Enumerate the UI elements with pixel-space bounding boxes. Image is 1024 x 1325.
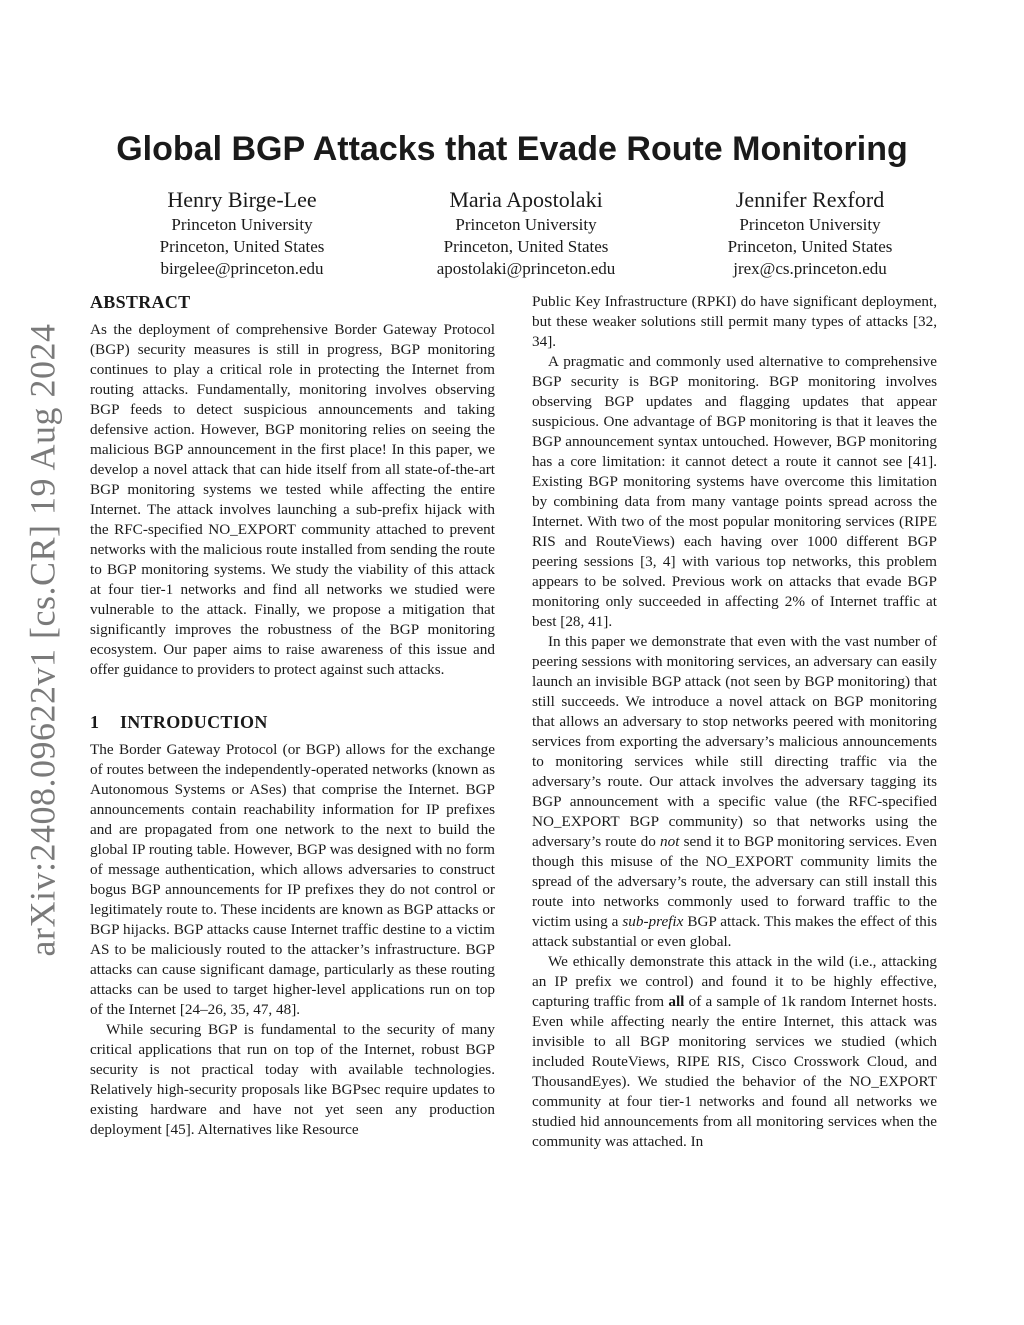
paragraph-text: In this paper we demonstrate that even with the vast number of peering sessions with monitoring services, an adversary can easily launch an invisible BGP attack (not seen by BGP monitoring) that still succeeds. We introduce a novel attack on BGP monitoring that allows an adversary to stop networks peered with monitoring services from exporting the adversary’s malicious announcements to monitoring services while still directing traffic via the adversary’s route. Our attack involves the adversary tagging its BGP announcement with a specific value (the RFC-specified NO_EXPORT BGP community) so that networks using the adversary’s route do — [532, 633, 937, 850]
intro-paragraph-4 — [532, 632, 937, 952]
abstract-heading: ABSTRACT — [90, 292, 191, 312]
author-2 — [396, 186, 656, 280]
arxiv-identifier: arXiv:2408.09622v1 [cs.CR] 19 Aug 2024 — [22, 323, 62, 957]
paragraph-text: BGP attack. This makes the effect of this attack substantial or even global. — [532, 913, 938, 950]
intro-paragraph-2-continued: Public Key Infrastructure (RPKI) do have significant deployment, but these weaker solutions still permit many types of attacks [32, 34]. — [532, 293, 937, 350]
author-location: Princeton, United States — [727, 237, 893, 256]
author-location: Princeton, United States — [159, 237, 325, 256]
author-email: jrex@cs.princeton.edu — [733, 259, 887, 278]
intro-paragraph-3: A pragmatic and commonly used alternative to comprehensive BGP security is BGP monitoring. BGP monitoring involves observing BGP updates and flagging updates that appear suspicious. One advantage of BGP monitoring is that it leaves the BGP announcement syntax untouched. However, BGP monitoring has a core limitation: it cannot detect a route it cannot see [41]. Existing BGP monitoring systems have overcome this limitation by combining data from many vantage points spread across the Internet. With two of the most popular monitoring services (RIPE RIS and RouteViews) each having over 1000 different BGP peering sessions [3, 4] with various top networks, this problem appears to be solved. Previous work on attacks that evade BGP monitoring only succeeded in affecting 2% of Internet traffic at best [28, 41]. — [532, 353, 937, 630]
author-block — [112, 186, 940, 280]
author-name: Maria Apostolaki — [449, 187, 603, 212]
author-1 — [112, 186, 372, 280]
intro-paragraph-5 — [532, 952, 937, 1152]
section-title: INTRODUCTION — [120, 712, 268, 732]
bold-all: all — [668, 993, 685, 1010]
author-affiliation: Princeton University — [171, 215, 313, 234]
section-heading-introduction — [90, 712, 495, 732]
left-column — [90, 292, 495, 1140]
emphasis-not: not — [660, 833, 680, 850]
paragraph-text: send it to BGP monitoring services. Even though this misuse of the NO_EXPORT community limits the spread of the adversary’s route, the adversary can still install this route into networks commonly used to forward traffic to the victim using a — [532, 833, 937, 930]
author-location: Princeton, United States — [443, 237, 609, 256]
author-name: Jennifer Rexford — [735, 187, 885, 212]
arxiv-sidebar-stamp — [14, 320, 70, 960]
author-email: apostolaki@princeton.edu — [436, 259, 616, 278]
intro-paragraph-1: The Border Gateway Protocol (or BGP) allows for the exchange of routes between the independently-operated networks (known as Autonomous Systems or ASes) that comprise the Internet. BGP announcements contain reachability information for IP prefixes and are propagated from one network to the next to build the global IP routing table. However, BGP was designed with no form of message authentication, which allows adversaries to construct bogus BGP announcements for IP prefixes they do not control or legitimately route to. These incidents are known as BGP attacks or BGP hijacks. BGP attacks cause Internet traffic destine to a victim AS to be maliciously routed to the attacker’s infrastructure. BGP attacks can cause significant damage, particularly as these routing attacks can be used to target higher-level applications run on top of the Internet [24–26, 35, 47, 48]. — [90, 741, 495, 1018]
paragraph-text: We ethically demonstrate this attack in the wild (i.e., attacking an IP prefix we control) and found it to be highly effective, capturing traffic from — [532, 953, 937, 1010]
author-email: birgelee@princeton.edu — [160, 259, 324, 278]
emphasis-sub-prefix: sub-prefix — [622, 913, 684, 930]
author-name: Henry Birge-Lee — [167, 187, 317, 212]
intro-paragraph-2: While securing BGP is fundamental to the security of many critical applications that run on top of the Internet, robust BGP security is not practical today with available technologies. Relatively high-security proposals like BGPsec require updates to existing hardware and have not yet seen any production deployment [45]. Alternatives like Resource — [90, 1021, 495, 1138]
author-affiliation: Princeton University — [739, 215, 881, 234]
section-number: 1 — [90, 712, 100, 732]
paper-title: Global BGP Attacks that Evade Route Monitoring — [116, 130, 908, 168]
right-column — [532, 292, 937, 1152]
author-3 — [680, 186, 940, 280]
author-affiliation: Princeton University — [455, 215, 597, 234]
abstract-text: As the deployment of comprehensive Border Gateway Protocol (BGP) security measures is still in progress, BGP monitoring continues to play a critical role in protecting the Internet from routing attacks. Fundamentally, monitoring involves observing BGP feeds to detect suspicious announcements and taking defensive action. However, BGP monitoring relies on seeing the malicious BGP announcement in the first place! In this paper, we develop a novel attack that can hide itself from all state-of-the-art BGP monitoring systems we tested while affecting the entire Internet. The attack involves launching a sub-prefix hijack with the RFC-specified NO_EXPORT community attached to prevent networks with the malicious route installed from sending the route to BGP monitoring systems. We study the viability of this attack at four tier-1 networks and find all networks we studied were vulnerable to the attack. Finally, we propose a mitigation that significantly improves the robustness of the BGP monitoring ecosystem. Our paper aims to raise awareness of this issue and offer guidance to providers to protect against such attacks. — [90, 321, 495, 678]
paragraph-text: of a sample of 1k random Internet hosts. Even while affecting nearly the entire Internet, this attack was invisible to all BGP monitoring services we studied (which included RouteViews, RIPE RIS, Cisco Crosswork Cloud, and ThousandEyes). We studied the behavior of the NO_EXPORT community at four tier-1 networks and found all networks we studied hid announcements from all monitoring services when the community was attached. In — [532, 993, 937, 1150]
